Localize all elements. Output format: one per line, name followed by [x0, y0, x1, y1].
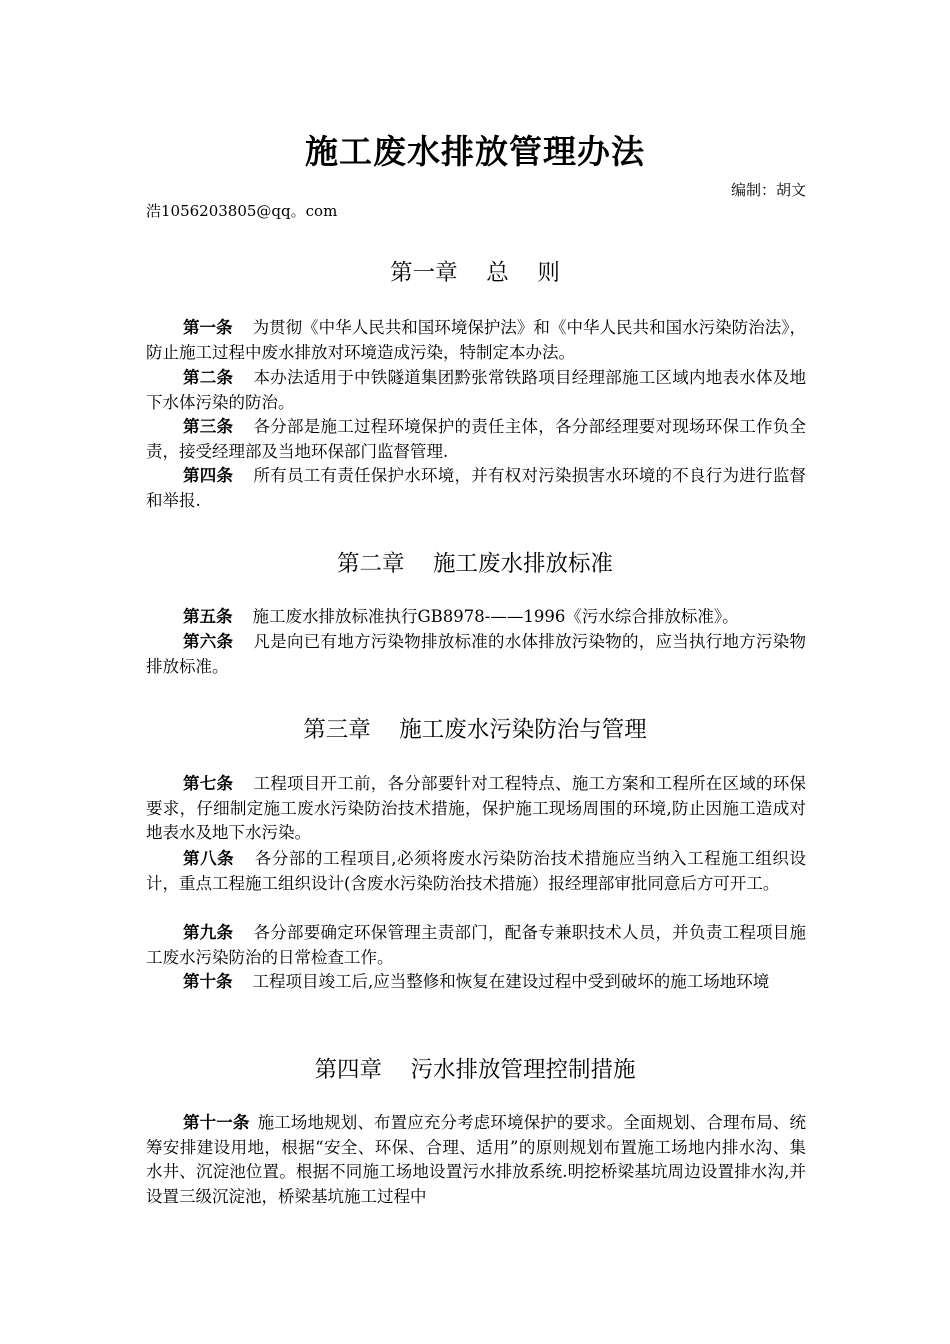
article-paragraph — [146, 316, 806, 365]
article-paragraph — [146, 464, 806, 513]
article-text: 本办法适用于中铁隧道集团黔张常铁路项目经理部施工区域内地表水体及地下水体污染的防治。 — [146, 368, 806, 412]
article-text: 所有员工有责任保护水环境，并有权对污染损害水环境的不良行为进行监督和举报. — [146, 466, 806, 510]
article-text: 施工场地规划、布置应充分考虑环境保护的要求。全面规划、合理布局、统筹安排建设用地，根据“安全、环保、合理、适用”的原则规划布置施工场地内排水沟、集水井、沉淀池位置。根据不同施工场地设置污水排放系统.明挖桥梁基坑周边设置排水沟,并设置三级沉淀池，桥梁基坑施工过程中 — [146, 1113, 807, 1206]
article-text: 工程项目开工前，各分部要针对工程特点、施工方案和工程所在区域的环保要求，仔细制定施工废水污染防治技术措施，保护施工现场周围的环境,防止因施工造成对地表水及地下水污染。 — [146, 774, 806, 842]
article-label: 第五条 — [183, 607, 233, 626]
editor-contact: 浩1056203805@qq。com — [146, 202, 338, 220]
article-text: 各分部的工程项目,必须将废水污染防治技术措施应当纳入工程施工组织设计，重点工程施工组织设计(含废水污染防治技术措施）报经理部审批同意后方可开工。 — [146, 849, 806, 893]
article-paragraph — [146, 847, 806, 896]
article-label: 第十一条 — [183, 1113, 250, 1132]
article-label: 第七条 — [183, 774, 234, 793]
article-paragraph — [146, 605, 806, 630]
article-label: 第二条 — [183, 368, 234, 387]
article-text: 工程项目竣工后,应当整修和恢复在建设过程中受到破坏的施工场地环境 — [252, 972, 770, 991]
article-text: 凡是向已有地方污染物排放标准的水体排放污染物的，应当执行地方污染物排放标准。 — [146, 632, 806, 676]
article-label: 第三条 — [183, 417, 234, 436]
article-label: 第十条 — [183, 972, 233, 991]
chapter-heading: 第一章 总 则 — [390, 260, 560, 286]
article-label: 第四条 — [183, 466, 234, 485]
article-text: 为贯彻《中华人民共和国环境保护法》和《中华人民共和国水污染防治法》，防止施工过程中废水排放对环境造成污染，特制定本办法。 — [146, 318, 807, 362]
article-label: 第六条 — [183, 632, 234, 651]
editor-line: 编制：胡文 — [730, 181, 806, 199]
article-label: 第一条 — [183, 318, 233, 337]
chapter-heading: 第四章 污水排放管理控制措施 — [314, 1057, 636, 1083]
chapter-heading: 第二章 施工废水排放标准 — [336, 551, 614, 577]
document-title: 施工废水排放管理办法 — [305, 132, 645, 171]
article-label: 第八条 — [183, 849, 235, 868]
chapter-heading: 第三章 施工废水污染防治与管理 — [303, 717, 647, 743]
article-paragraph — [146, 772, 806, 846]
article-paragraph — [146, 1111, 806, 1209]
article-label: 第九条 — [183, 923, 234, 942]
article-text: 各分部是施工过程环境保护的责任主体，各分部经理要对现场环保工作负全责，接受经理部及当地环保部门监督管理. — [146, 417, 806, 461]
article-paragraph — [146, 921, 806, 970]
article-text: 施工废水排放标准执行GB8978-——1996《污水综合排放标准》。 — [252, 607, 739, 626]
article-paragraph — [146, 970, 806, 995]
article-paragraph — [146, 630, 806, 679]
article-paragraph — [146, 415, 806, 464]
article-text: 各分部要确定环保管理主责部门，配备专兼职技术人员，并负责工程项目施工废水污染防治的日常检查工作。 — [146, 923, 806, 967]
article-paragraph — [146, 366, 806, 415]
